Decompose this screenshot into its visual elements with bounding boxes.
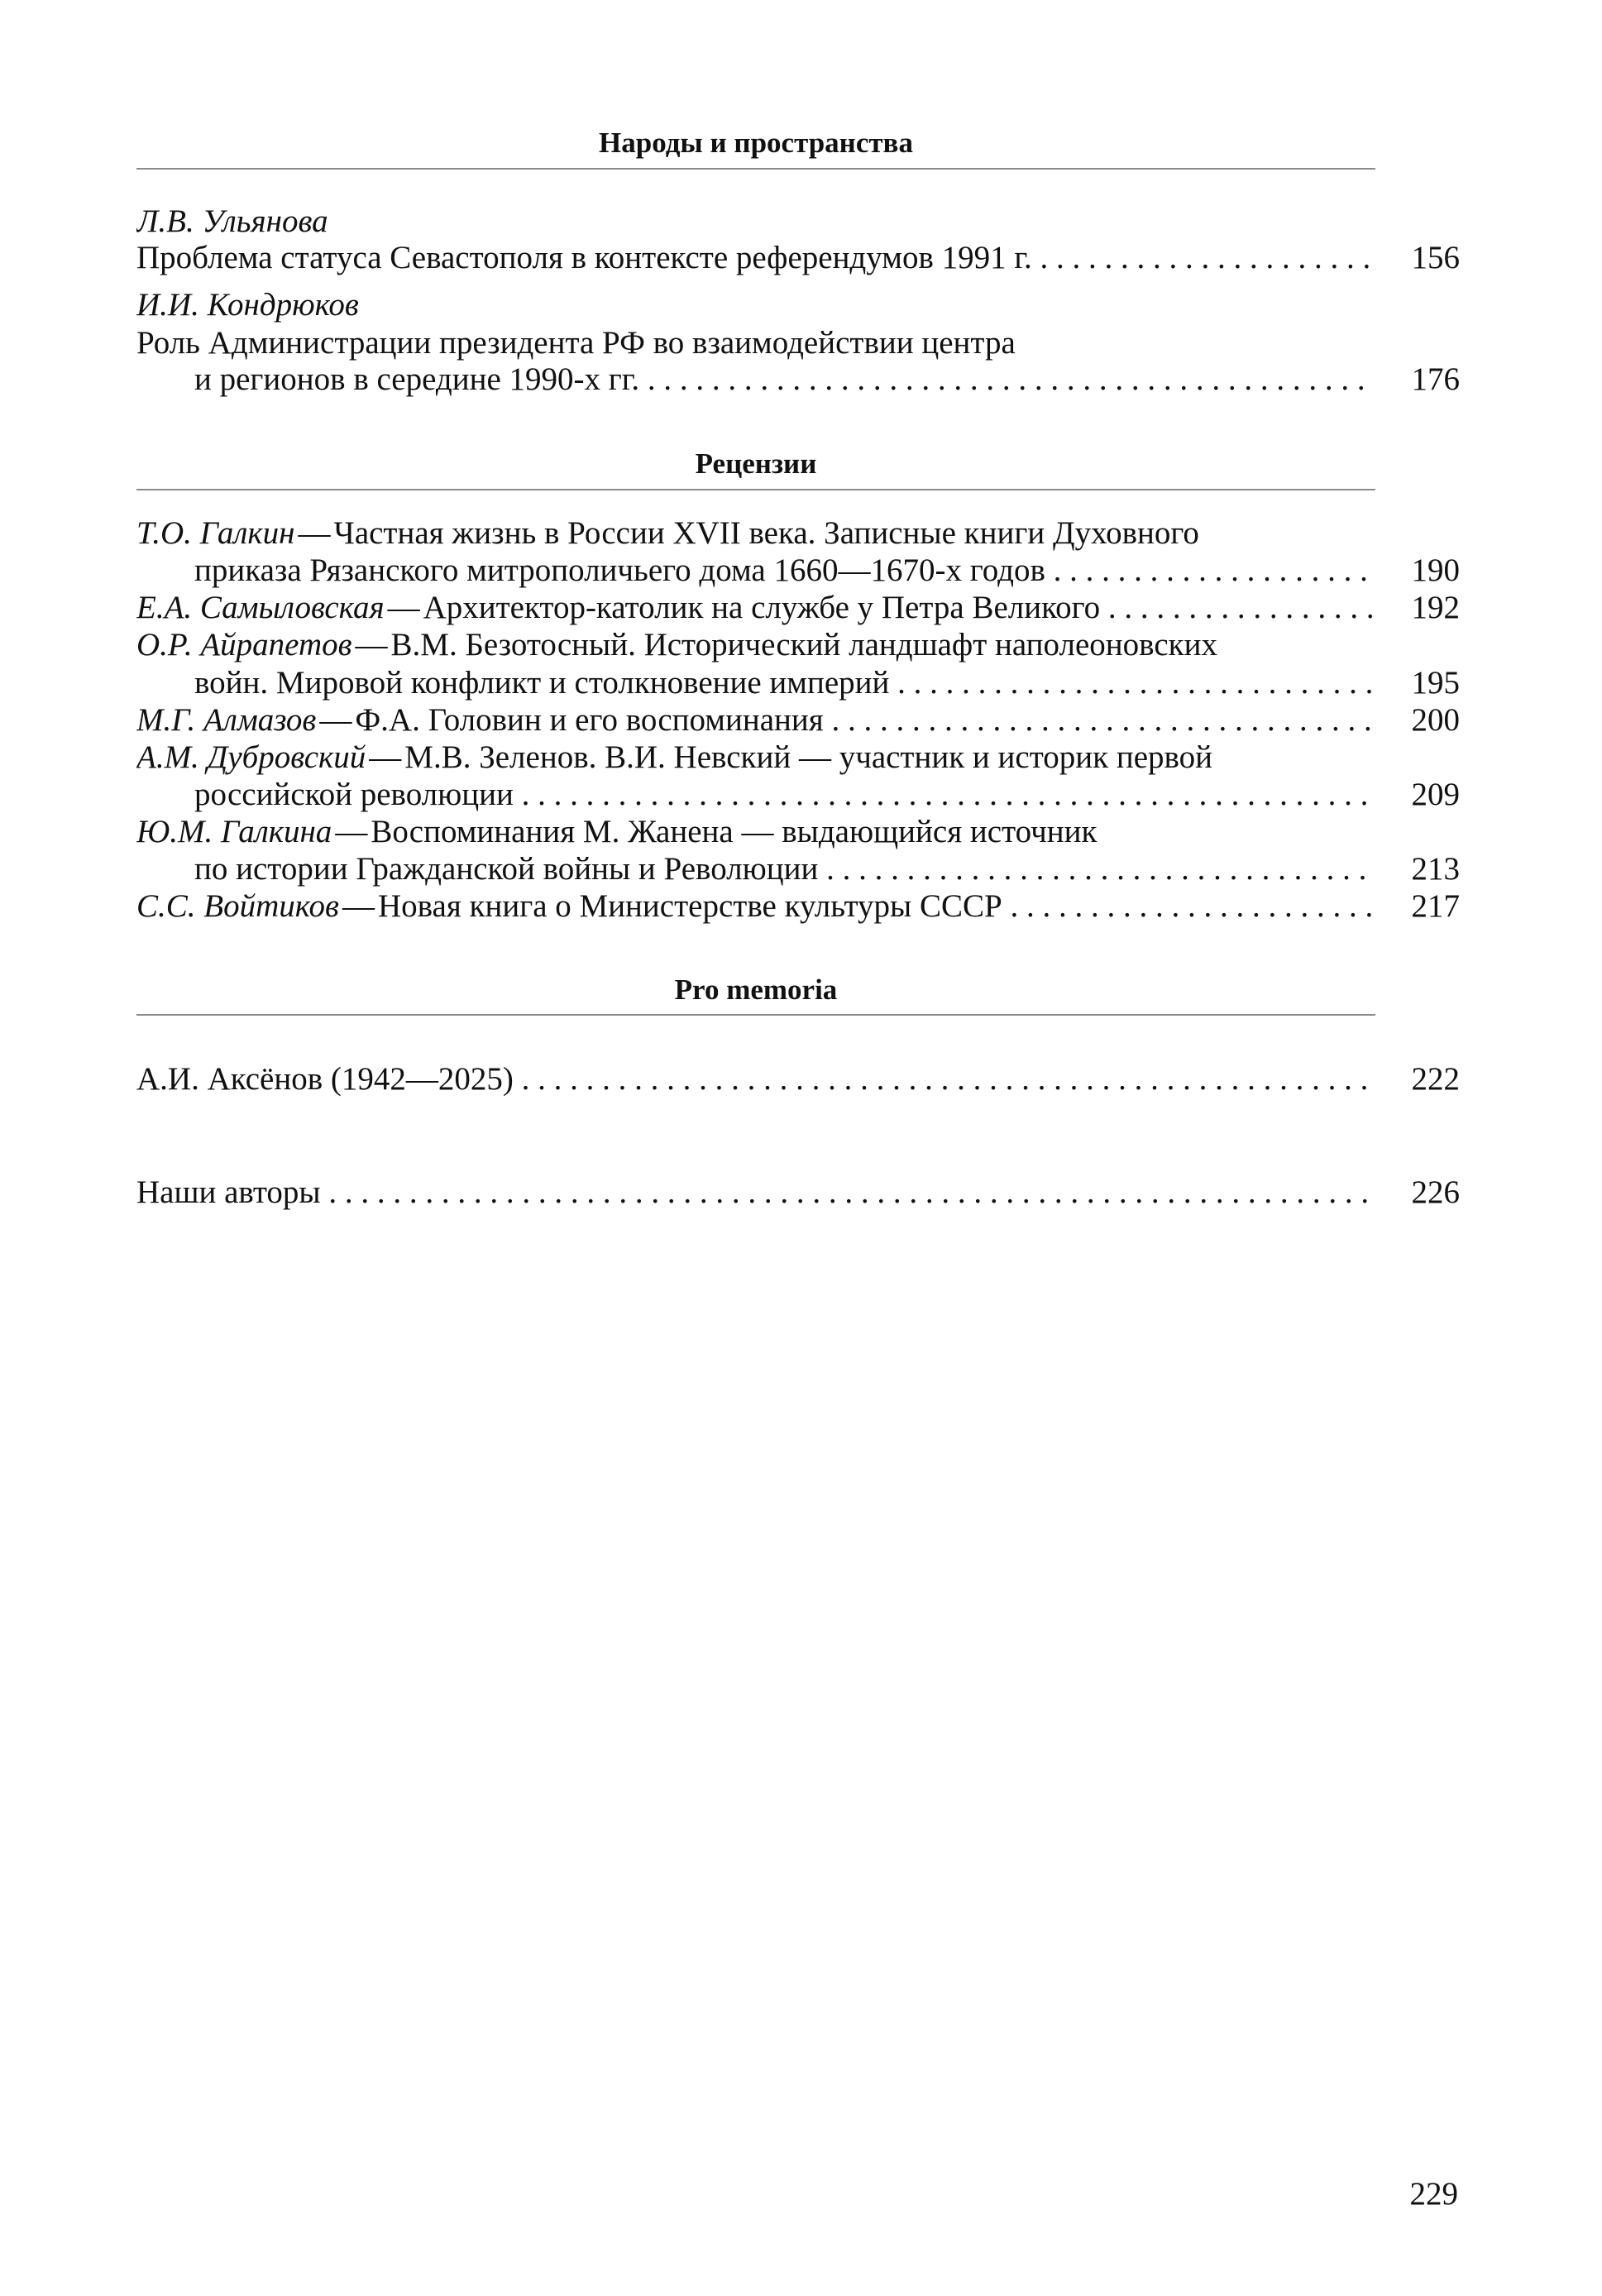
em-dash: — [298, 515, 331, 551]
review-entry-continuation[interactable] [194, 664, 1375, 702]
section-heading-reviews: Рецензии [695, 447, 817, 480]
review-entry[interactable] [136, 813, 1375, 851]
section-heading-memoria: Pro memoria [674, 973, 838, 1006]
review-author: С.С. Войтиков [136, 888, 339, 924]
entry-author: И.И. Кондрюков [136, 287, 359, 323]
review-title: войн. Мировой конфликт и столкновение империй [194, 665, 890, 701]
review-entry[interactable] [136, 887, 1375, 926]
review-entry[interactable] [136, 739, 1375, 777]
page-number: 217 [1411, 888, 1460, 924]
our-authors-title: Наши авторы [136, 1174, 321, 1210]
review-entry[interactable] [136, 589, 1375, 627]
review-entry-continuation[interactable] [194, 776, 1375, 814]
page-number: 226 [1411, 1174, 1460, 1210]
review-entry[interactable] [136, 514, 1375, 552]
review-title: Частная жизнь в России XVII века. Записные книги Духовного [333, 515, 1199, 551]
page-number: 213 [1411, 851, 1460, 887]
em-dash: — [335, 814, 368, 849]
section-heading-peoples: Народы и пространства [599, 127, 913, 159]
review-author: Е.А. Самыловская [136, 590, 385, 625]
review-entry-continuation[interactable] [194, 552, 1375, 590]
em-dash: — [387, 590, 420, 625]
review-title: М.В. Зеленов. В.И. Невский — участник и историк первой [404, 739, 1213, 775]
page-number: 195 [1411, 665, 1460, 701]
review-author: А.М. Дубровский [136, 739, 366, 775]
memoria-entry[interactable] [136, 1060, 1375, 1098]
review-title: Воспоминания М. Жанена — выдающийся источник [371, 814, 1097, 849]
review-title: приказа Рязанского митрополичьего дома 1660—1670-х годов [194, 552, 1045, 588]
em-dash: — [369, 739, 402, 775]
review-title: по истории Гражданской войны и Революции [194, 851, 819, 887]
entry-title[interactable] [136, 239, 1375, 277]
entry-title-text: и регионов в середине 1990-х гг. [194, 361, 640, 397]
our-authors-entry[interactable] [136, 1174, 1375, 1212]
review-entry[interactable] [136, 626, 1375, 664]
review-author: Т.О. Галкин [136, 515, 295, 551]
entry-author: Л.В. Ульянова [136, 203, 328, 239]
page-number: 190 [1411, 552, 1460, 588]
page-number: 176 [1411, 361, 1460, 397]
page-number: 192 [1411, 590, 1460, 625]
section-rule [136, 1014, 1375, 1016]
em-dash: — [355, 627, 388, 662]
page-number: 209 [1411, 777, 1460, 812]
review-author: М.Г. Алмазов [136, 702, 317, 738]
em-dash: — [342, 888, 375, 924]
review-title: российской революции [194, 777, 514, 812]
page-number: 156 [1411, 240, 1460, 275]
memoria-title: А.И. Аксёнов (1942—2025) [136, 1061, 514, 1097]
page-number: 222 [1411, 1061, 1460, 1097]
section-rule [136, 489, 1375, 490]
entry-title-continuation[interactable] [194, 361, 1375, 399]
section-rule [136, 168, 1375, 170]
footer-page-number: 229 [1409, 2176, 1458, 2212]
review-title: Архитектор-католик на службе у Петра Великого [423, 590, 1101, 625]
review-title: В.М. Безотосный. Исторический ландшафт наполеоновских [390, 627, 1217, 662]
em-dash: — [319, 702, 352, 738]
review-title: Ф.А. Головин и его воспоминания [355, 702, 824, 738]
entry-title-line[interactable]: Роль Администрации президента РФ во взаимодействии центра [136, 325, 1016, 361]
review-author: Ю.М. Галкина [136, 814, 332, 849]
page-number: 200 [1411, 702, 1460, 738]
review-author: О.Р. Айрапетов [136, 627, 352, 662]
review-title: Новая книга о Министерстве культуры СССР [377, 888, 1002, 924]
review-entry-continuation[interactable] [194, 850, 1375, 888]
entry-title-text: Проблема статуса Севастополя в контексте референдумов 1991 г. [136, 240, 1032, 275]
review-entry[interactable] [136, 701, 1375, 739]
